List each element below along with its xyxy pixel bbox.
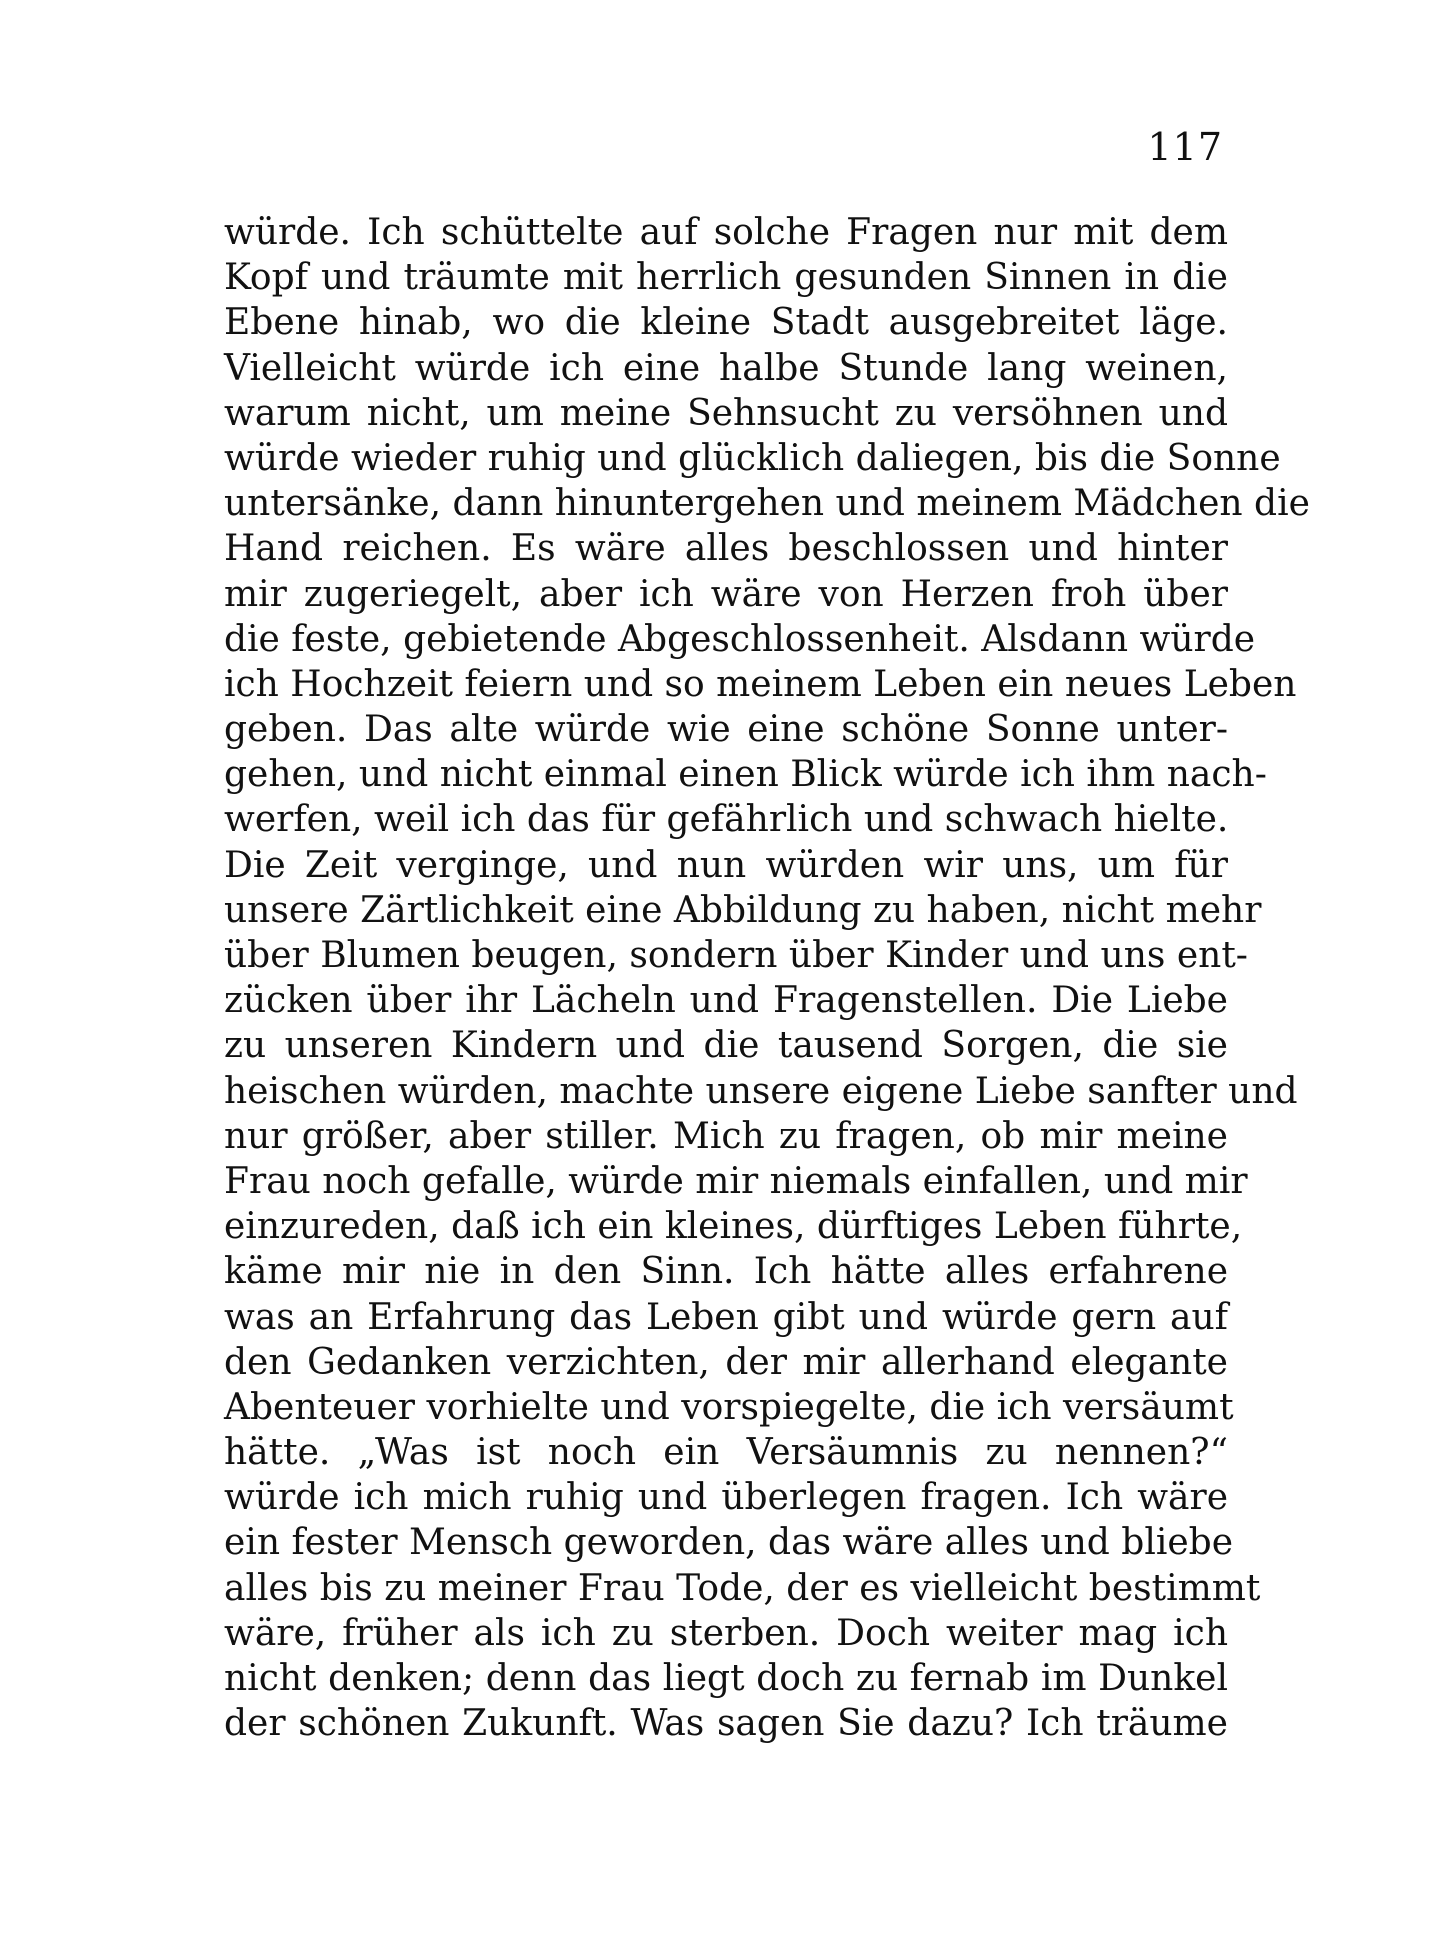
text-line: die feste, gebietende Abgeschlossenheit. Alsdann würde (224, 618, 1256, 660)
text-line: zücken über ihr Lächeln und Fragenstellen. Die Liebe (224, 980, 1228, 1022)
body-text (224, 210, 1310, 1746)
text-line: ich Hochzeit feiern und so meinem Leben ein neues Leben (224, 663, 1297, 705)
text-line: würde wieder ruhig und glücklich daliegen, bis die Sonne (224, 437, 1281, 479)
text-line: nur größer, aber stiller. Mich zu fragen, ob mir meine (224, 1115, 1228, 1157)
text-line: wäre, früher als ich zu sterben. Doch weiter mag ich (224, 1612, 1228, 1654)
text-line: würde ich mich ruhig und überlegen fragen. Ich wäre (224, 1477, 1228, 1519)
text-line: einzureden, daß ich ein kleines, dürftiges Leben führte, (224, 1206, 1243, 1248)
text-line: Ebene hinab, wo die kleine Stadt ausgebreitet läge. (224, 302, 1228, 344)
text-line: heischen würden, machte unsere eigene Liebe sanfter und (224, 1070, 1298, 1112)
text-line: würde. Ich schüttelte auf solche Fragen nur mit dem (224, 212, 1228, 253)
text-line: mir zugeriegelt, aber ich wäre von Herzen froh über (224, 573, 1228, 615)
text-line: geben. Das alte würde wie eine schöne Sonne unter- (224, 709, 1228, 751)
text-line: untersänke, dann hinuntergehen und meinem Mädchen die (224, 483, 1310, 525)
text-line: Frau noch gefalle, würde mir niemals einfallen, und mir (224, 1160, 1248, 1202)
text-line: was an Erfahrung das Leben gibt und würde gern auf (224, 1296, 1228, 1338)
text-line: unsere Zärtlichkeit eine Abbildung zu haben, nicht mehr (224, 889, 1262, 931)
text-line: der schönen Zukunft. Was sagen Sie dazu? Ich träume (224, 1703, 1228, 1745)
text-line: hätte. „Was ist noch ein Versäumnis zu nennen?“ (224, 1432, 1228, 1474)
text-line: werfen, weil ich das für gefährlich und schwach hielte. (224, 799, 1229, 841)
text-line: Kopf und träumte mit herrlich gesunden Sinnen in die (224, 257, 1228, 299)
text-line: Abenteuer vorhielte und vorspiegelte, die ich versäumt (224, 1386, 1234, 1428)
text-line: ein fester Mensch geworden, das wäre alles und bliebe (224, 1522, 1234, 1564)
text-line: Vielleicht würde ich eine halbe Stunde lang weinen, (224, 347, 1228, 389)
text-line: zu unseren Kindern und die tausend Sorgen, die sie (224, 1025, 1228, 1067)
text-line: gehen, und nicht einmal einen Blick würde ich ihm nach- (224, 754, 1267, 796)
text-line: käme mir nie in den Sinn. Ich hätte alles erfahrene (224, 1251, 1228, 1293)
page-number: 117 (1147, 125, 1223, 169)
text-line: nicht denken; denn das liegt doch zu fernab im Dunkel (224, 1658, 1228, 1699)
text-line: den Gedanken verzichten, der mir allerhand elegante (224, 1341, 1228, 1383)
text-line: über Blumen beugen, sondern über Kinder und uns ent- (224, 935, 1248, 976)
text-line: alles bis zu meiner Frau Tode, der es vielleicht bestimmt (224, 1567, 1261, 1609)
text-line: warum nicht, um meine Sehnsucht zu versöhnen und (224, 392, 1228, 434)
text-line: Die Zeit verginge, und nun würden wir uns, um für (224, 844, 1228, 886)
text-line: Hand reichen. Es wäre alles beschlossen und hinter (224, 528, 1228, 570)
